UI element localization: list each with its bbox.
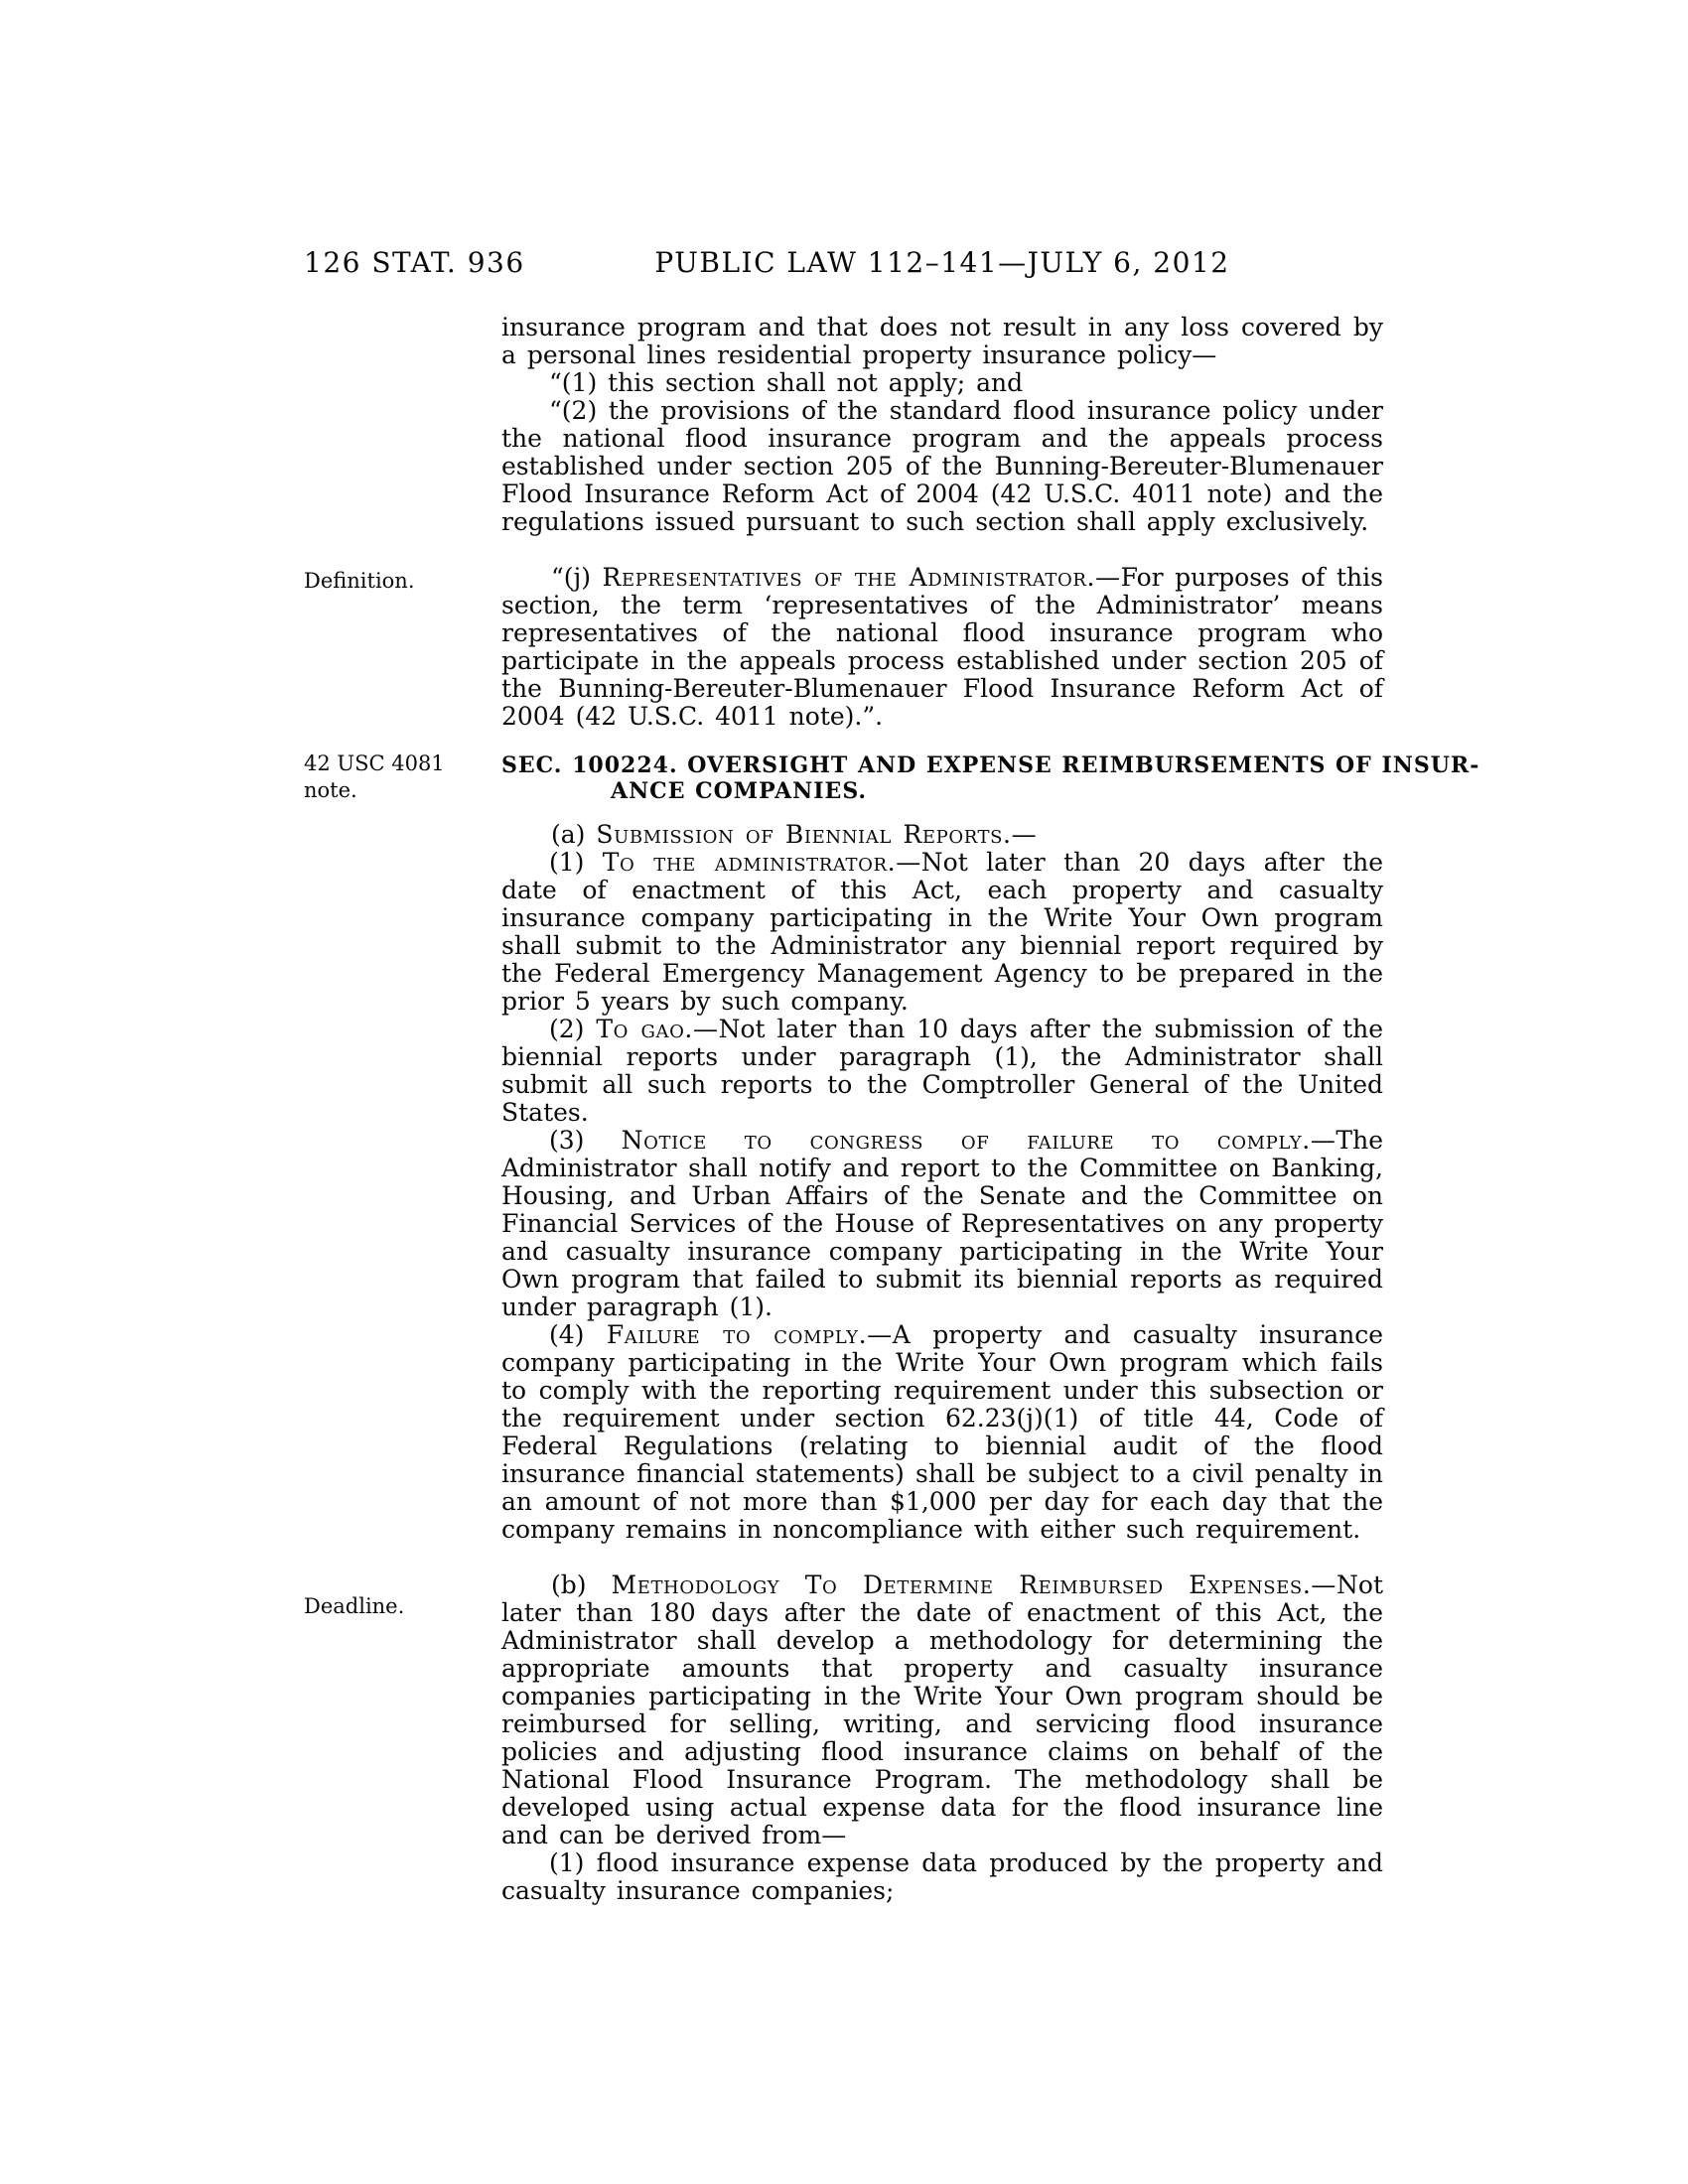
paragraph-a2-label: (2) (549, 1015, 597, 1043)
section-heading (501, 752, 1480, 804)
paragraph-a4-heading: Failure to comply.— (606, 1320, 893, 1349)
paragraph-a3-label: (3) (549, 1126, 622, 1155)
subsection-a-label: (a) (551, 820, 597, 849)
subsection-b-label: (b) (551, 1570, 612, 1599)
paragraph-subsection-j (501, 564, 1383, 731)
paragraph-a2-heading: To gao.— (596, 1015, 719, 1043)
paragraph-a4 (501, 1321, 1383, 1571)
paragraph-a3-heading: Notice to congress of failure to comply.— (621, 1126, 1336, 1155)
section-heading-line2: ANCE COMPANIES. (611, 778, 868, 804)
paragraph-subsection-b (501, 1571, 1383, 1849)
paragraph-quoted-item-2: “(2) the provisions of the standard flood insurance policy under the national flood insurance program and the appeals process established under section 205 of the Bunning-Bereuter-Blumenauer Flood Insurance Reform Act of 2004 (42 U.S.C. 4011 note) and the regulations issued pursuant to such section shall apply exclusively. (501, 396, 1383, 536)
paragraph-a1-heading: To the administrator.— (602, 848, 921, 877)
subsection-j-heading: Representatives of the Administrator.— (602, 563, 1121, 592)
paragraph-a3-text: The Administrator shall notify and report to the Committee on Banking, Housing, and Urban Affairs of the Senate and the Committee on Financial Services of the House of Representatives on any property and casualty insurance company participating in the Write Your Own program that failed to submit its biennial reports as required under paragraph (1). (501, 1126, 1383, 1321)
stat-page-number: 126 STAT. 936 (304, 246, 525, 279)
margin-note-usc-citation (304, 751, 492, 804)
subsection-b-heading: Methodology To Determine Reimbursed Expenses.— (611, 1570, 1337, 1599)
paragraph-a4-label: (4) (549, 1320, 607, 1349)
subsection-b-text: Not later than 180 days after the date of enactment of this Act, the Administrator shall develop a methodology for determining the appropriate amounts that property and casualty insurance companies participating in the Write Your Own program should be reimbursed for selling, writing, and servicing flood insurance policies and adjusting flood insurance claims on behalf of the National Flood Insurance Program. The methodology shall be developed using actual expense data for the flood insurance line and can be derived from— (501, 1570, 1383, 1849)
paragraph-b1 (501, 1849, 1383, 1905)
margin-note-definition: Definition. (304, 569, 415, 593)
paragraph-a1-label: (1) (549, 848, 603, 877)
paragraph-b1-label: (1) (549, 1848, 597, 1877)
running-head-law-title: PUBLIC LAW 112–141—JULY 6, 2012 (654, 246, 1230, 279)
paragraph-a1-text: Not later than 20 days after the date of enactment of this Act, each property and casualty insurance company participating in the Write Your Own program shall submit to the Administrator any biennial report required by the Federal Emergency Management Agency to be prepared in the prior 5 years by such company. (501, 848, 1383, 1016)
usc-citation-line1: 42 USC 4081 (304, 751, 445, 775)
subsection-j-text: For purposes of this section, the term ‘representatives of the Administrator’ means representatives of the national flood insurance program who participate in the appeals process established under section 205 of the Bunning-Bereuter-Blumenauer Flood Insurance Reform Act of 2004 (42 U.S.C. 4011 note).”. (501, 563, 1383, 731)
paragraph-quoted-item-1: “(1) this section shall not apply; and (549, 368, 1024, 397)
paragraph-a2-text: Not later than 10 days after the submission of the biennial reports under paragraph (1), the Administrator shall submit all such reports to the Comptroller General of the United States. (501, 1015, 1384, 1127)
usc-citation-line2: note. (304, 778, 357, 802)
paragraph-a2 (501, 1016, 1383, 1127)
subsection-j-label: “(j) (551, 563, 603, 592)
paragraph-a1 (501, 849, 1383, 1016)
paragraph-subsection-a (501, 821, 1383, 849)
margin-note-deadline: Deadline. (304, 1594, 405, 1618)
subsection-a-heading: Submission of Biennial Reports.— (596, 820, 1038, 849)
paragraph-b1-text: flood insurance expense data produced by the property and casualty insurance companies; (501, 1848, 1384, 1905)
statute-text-column (501, 313, 1480, 1905)
paragraph-a3 (501, 1127, 1383, 1321)
paragraph-a4-text: A property and casualty insurance company participating in the Write Your Own program which fails to comply with the reporting requirement under this subsection or the requirement under section 62.23(j)(1) of title 44, Code of Federal Regulations (relating to biennial audit of the flood insurance financial statements) shall be subject to a civil penalty in an amount of not more than $1,000 per day for each day that the company remains in noncompliance with either such requirement. (501, 1320, 1384, 1544)
paragraph-intro: insurance program and that does not result in any loss covered by a personal lines residential property insurance policy— (501, 313, 1383, 369)
section-heading-line1: SEC. 100224. OVERSIGHT AND EXPENSE REIMBURSEMENTS OF INSUR- (501, 752, 1480, 778)
